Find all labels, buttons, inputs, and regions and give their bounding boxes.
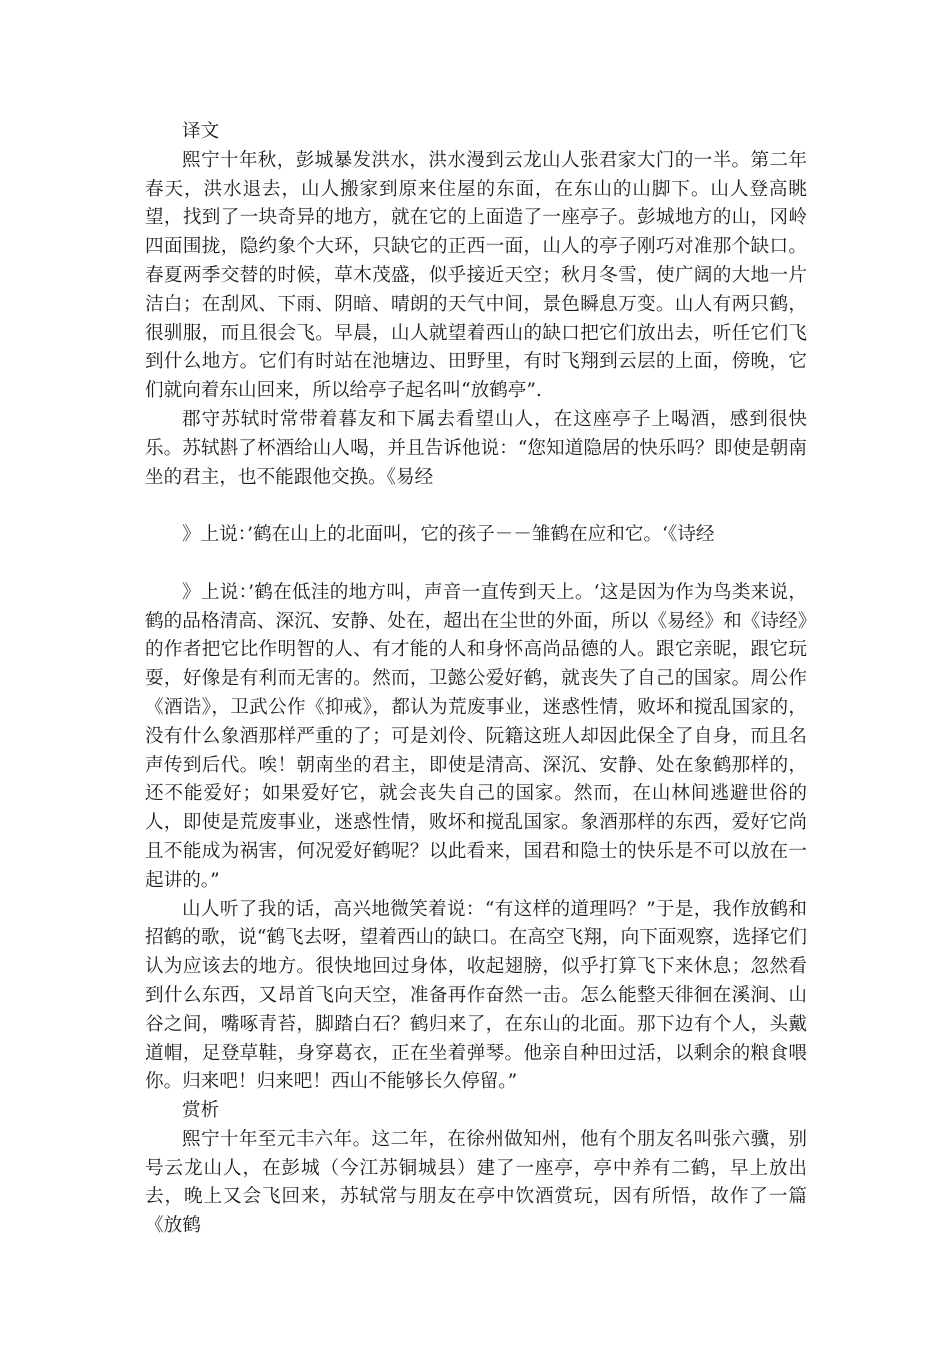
analysis-heading: 赏析 bbox=[182, 1100, 220, 1122]
paragraph: 》上说：’鹤在山上的北面叫，它的孩子－－雏鹤在应和它。‘《诗经 bbox=[182, 524, 715, 546]
document-page bbox=[145, 118, 807, 1241]
translation-heading: 译文 bbox=[182, 121, 220, 142]
blank-line bbox=[145, 550, 807, 579]
paragraph: 》上说：’鹤在低洼的地方叫，声音一直传到天上。‘这是因为作为鸟类来说，鹤的品格清高、深沉、安静、处在，超出在尘世的外面，所以《易经》和《诗经》的作者把它比作明智的人、有才能的人和身怀高尚品德的人。跟它亲昵，跟它玩耍，好像是有利而无害的。然而，卫懿公爱好鹤，就丧失了自己的国家。周公作《酒诰》，卫武公作《抑戒》，都认为荒废事业，迷惑性情，败坏和搅乱国家的，没有什么象酒那样严重的了；可是刘伶、阮籍这班人却因此保全了自身，而且名声传到后代。唉！朝南坐的君主，即使是清高、深沉、安静、处在象鹤那样的，还不能爱好；如果爱好它，就会丧失自己的国家。然而，在山林间逃避世俗的人，即使是荒废事业，迷惑性情，败坏和搅乱国家。象酒那样的东西，爱好它尚且不能成为祸害，何况爱好鹤呢？以此看来，国君和隐士的快乐是不可以放在一起讲的。” bbox=[145, 581, 807, 891]
paragraph: 熙宁十年秋，彭城暴发洪水，洪水漫到云龙山人张君家大门的一半。第二年春天，洪水退去，山人搬家到原来住屋的东面，在东山的山脚下。山人登高眺望，找到了一块奇异的地方，就在它的上面造了一座亭子。彭城地方的山，冈岭四面围拢，隐约象个大环，只缺它的正西一面，山人的亭子刚巧对准那个缺口。春夏两季交替的时候，草木茂盛，似乎接近天空；秋月冬雪，使广阔的大地一片洁白；在刮风、下雨、阴暗、晴朗的天气中间，景色瞬息万变。山人有两只鹤，很驯服，而且很会飞。早晨，山人就望着西山的缺口把它们放出去，听任它们飞到什么地方。它们有时站在池塘边、田野里，有时飞翔到云层的上面，傍晚，它们就向着东山回来，所以给亭子起名叫“放鹤亭”. bbox=[145, 149, 807, 402]
paragraph: 山人听了我的话，高兴地微笑着说：“有这样的道理吗？”于是，我作放鹤和招鹤的歌，说“鹤飞去呀，望着西山的缺口。在高空飞翔，向下面观察，选择它们认为应该去的地方。很快地回过身体，收起翅膀，似乎打算飞下来休息；忽然看到什么东西，又昂首飞向天空，准备再作奋然一击。怎么能整天徘徊在溪涧、山谷之间，嘴啄青苔，脚踏白石？鹤归来了，在东山的北面。那下边有个人，头戴道帽，足登草鞋，身穿葛衣，正在坐着弹琴。他亲自种田过活，以剩余的粮食喂你。归来吧！归来吧！西山不能够长久停留。” bbox=[145, 898, 807, 1093]
paragraph: 郡守苏轼时常带着暮友和下属去看望山人，在这座亭子上喝酒，感到很快乐。苏轼斟了杯酒给山人喝，并且告诉他说：“您知道隐居的快乐吗？即使是朝南坐的君主，也不能跟他交换。《易经 bbox=[145, 408, 807, 488]
paragraph: 熙宁十年至元丰六年。这二年，在徐州做知州，他有个朋友名叫张六骥，别号云龙山人，在彭城（今江苏铜城县）建了一座亭，亭中养有二鹤，早上放出去，晚上又会飞回来，苏轼常与朋友在亭中饮酒赏玩，因有所悟，故作了一篇《放鹤 bbox=[145, 1128, 807, 1237]
blank-line bbox=[145, 492, 807, 521]
